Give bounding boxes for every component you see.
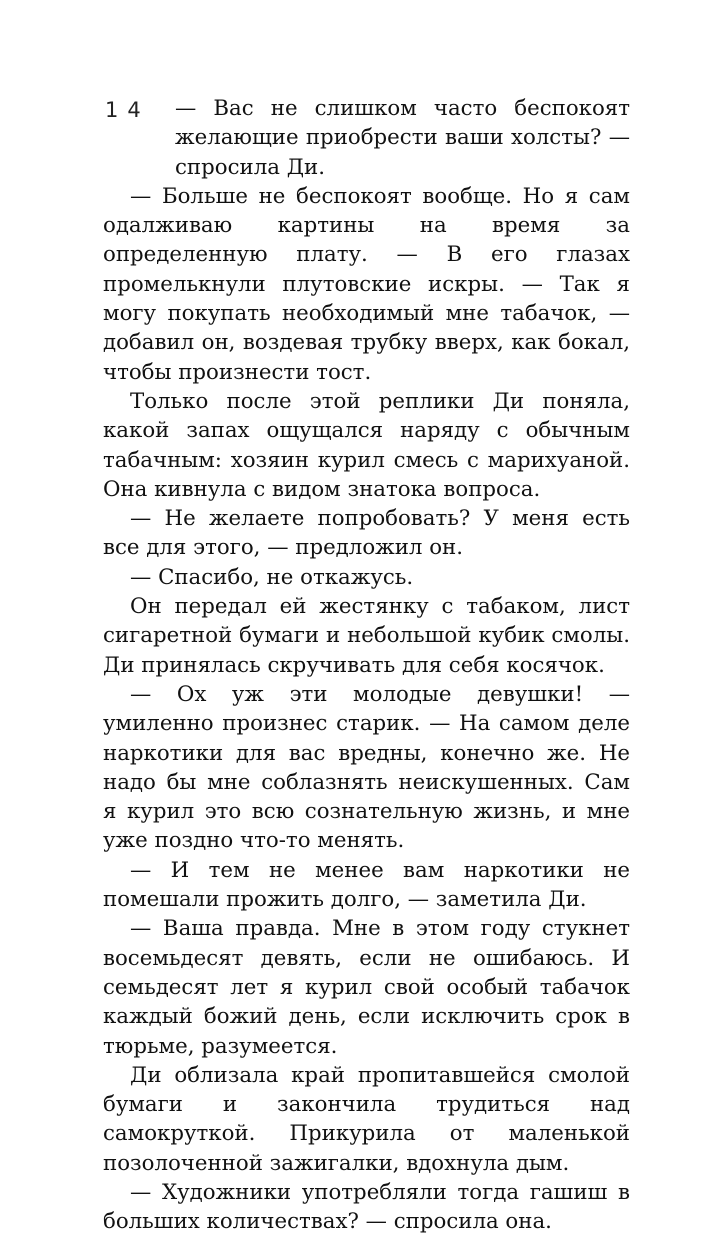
paragraph: — И тем не менее вам наркотики не помешали прожить долго, — заметила Ди.: [103, 857, 630, 913]
body-text: [103, 94, 630, 1237]
paragraph: — Вас не слишком часто беспокоят желающие приобрести ваши холсты? — спросила Ди.: [175, 96, 630, 180]
paragraph: — Художники употребляли тогда гашиш в больших количествах? — спросила она.: [103, 1179, 630, 1235]
paragraph: — Ваша правда. Мне в этом году стукнет восемьдесят девять, если не ошибаюсь. И семьдесят лет я курил свой особый табачок каждый божий день, если исключить срок в тюрьме, разумеется.: [103, 916, 630, 1059]
paragraph: — Спасибо, не откажусь.: [130, 564, 414, 590]
paragraph: Ди облизала край пропитавшейся смолой бумаги и закончила трудиться над самокруткой. Прикурила от маленькой позолоченной зажигалки, вдохнула дым.: [103, 1062, 630, 1176]
paragraph: Он передал ей жестянку с табаком, лист сигаретной бумаги и небольшой кубик смолы. Ди принялась скручивать для себя косячок.: [103, 594, 630, 678]
paragraph: — Не желаете попробовать? У меня есть все для этого, — предложил он.: [103, 506, 630, 561]
paragraph: Только после этой реплики Ди поняла, какой запах ощущался наряду с обычным табачным: хозяин курил смесь с марихуаной. Она кивнула с видом знатока вопроса.: [103, 388, 630, 502]
paragraph: — Больше не беспокоят вообще. Но я сам одалживаю картины на время за определенную плату. — В его глазах промелькнули плутовские искры. — Так я могу покупать необходимый мне табачок, — добавил он, воздевая трубку вверх, как бокал, чтобы произнести тост.: [103, 183, 630, 385]
page-number: 14: [105, 98, 150, 122]
paragraph: — Ох уж эти молодые девушки! — умиленно произнес старик. — На самом деле наркотики для вас вредны, конечно же. Не надо бы мне соблазнять неискушенных. Сам я курил это всю сознательную жизнь, и мне уже поздно что-то менять.: [103, 681, 630, 854]
